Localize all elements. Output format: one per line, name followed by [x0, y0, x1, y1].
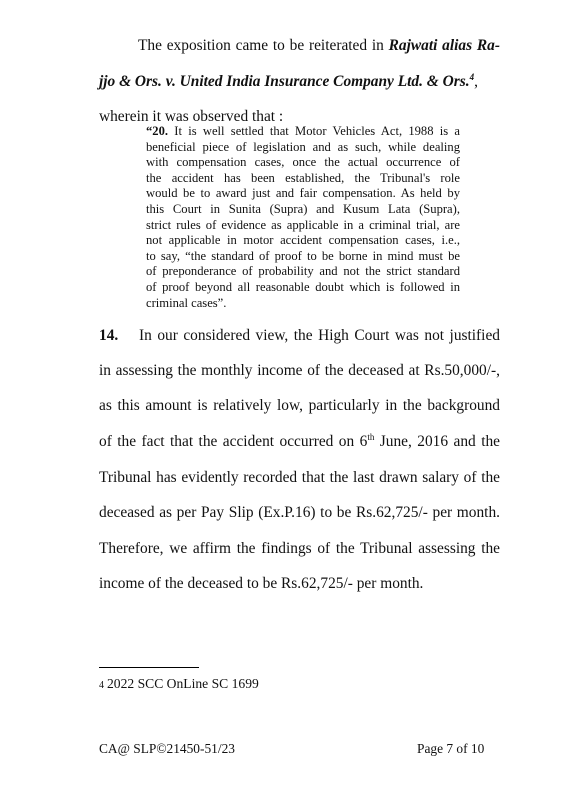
page-number: Page 7 of 10 [417, 741, 485, 756]
paragraph-number [99, 327, 118, 345]
intro-line-1 [138, 37, 500, 55]
intro-lead-in: wherein it was observed that : [99, 108, 284, 125]
footnote [99, 676, 259, 692]
para14-text: of the fact that the accident occurred on 6 [99, 433, 368, 450]
footnote-number: 4 [99, 680, 104, 691]
para14-text: in assessing the monthly income of the deceased at Rs.50,000/-, [99, 362, 500, 379]
intro-text: The exposition came to be reiterated in [138, 37, 389, 54]
para14-text: Tribunal has evidently recorded that the last drawn salary of the [99, 469, 500, 486]
para14-text: income of the deceased to be Rs.62,725/- per month. [99, 575, 424, 592]
para14-line-2 [99, 362, 500, 380]
para14-text: deceased as per Pay Slip (Ex.P.16) to be Rs.62,725/- per month. [99, 504, 500, 521]
quote-line: not applicable in motor accident compensation cases, i.e., [146, 233, 460, 248]
block-quote [146, 124, 460, 311]
intro-punctuation: , [474, 73, 478, 90]
quote-line [146, 124, 460, 140]
quote-para-number: “20. [146, 124, 169, 138]
para14-line-4 [99, 433, 500, 451]
quote-line: this Court in Sunita (Supra) and Kusum Lata (Supra), [146, 201, 460, 216]
quote-line: with compensation cases, once the actual occurrence of [146, 155, 460, 170]
quote-line: of preponderance of probability and not the strict standard [146, 264, 460, 279]
ordinal-suffix: th [367, 431, 375, 442]
para14-text: In our considered view, the High Court was not justified [139, 327, 500, 344]
case-reference: CA@ SLP©21450-51/23 [99, 741, 235, 756]
paragraph-number-text: 14. [99, 327, 119, 344]
quote-line: of proof beyond all reasonable doubt which is followed in [146, 279, 460, 294]
footnote-marker: 4 [469, 71, 475, 82]
quote-line: to say, “the standard of proof to be borne in mind must be [146, 248, 460, 263]
quote-line: the accident has been established, the Tribunal's role [146, 170, 460, 185]
footnote-separator [99, 667, 199, 668]
quote-text: It is well settled that Motor Vehicles Act, 1988 is a [168, 124, 460, 138]
para14-line-7 [99, 540, 500, 558]
para14-text: as this amount is relatively low, particularly in the background [99, 397, 500, 414]
para14-line-6 [99, 504, 500, 522]
quote-line: would be to award just and fair compensation. As held by [146, 186, 460, 201]
intro-line-2 [99, 73, 478, 91]
para14-text: Therefore, we affirm the findings of the Tribunal assessing the [99, 540, 500, 557]
footnote-text: 2022 SCC OnLine SC 1699 [107, 676, 259, 691]
case-citation-part-1: Rajwati alias Ra- [388, 37, 500, 54]
para14-text: June, 2016 and the [374, 433, 500, 450]
quote-line: criminal cases”. [146, 295, 227, 310]
para14-line-8 [99, 575, 423, 593]
quote-line: strict rules of evidence as applicable in a criminal trial, are [146, 217, 460, 232]
para14-line-3 [99, 397, 500, 415]
quote-line: beneficial piece of legislation and as such, while dealing [146, 139, 460, 154]
para14-line-1 [139, 327, 500, 345]
case-citation-part-2: jjo & Ors. v. United India Insurance Company Ltd. & Ors. [99, 73, 470, 90]
para14-line-5 [99, 469, 500, 487]
